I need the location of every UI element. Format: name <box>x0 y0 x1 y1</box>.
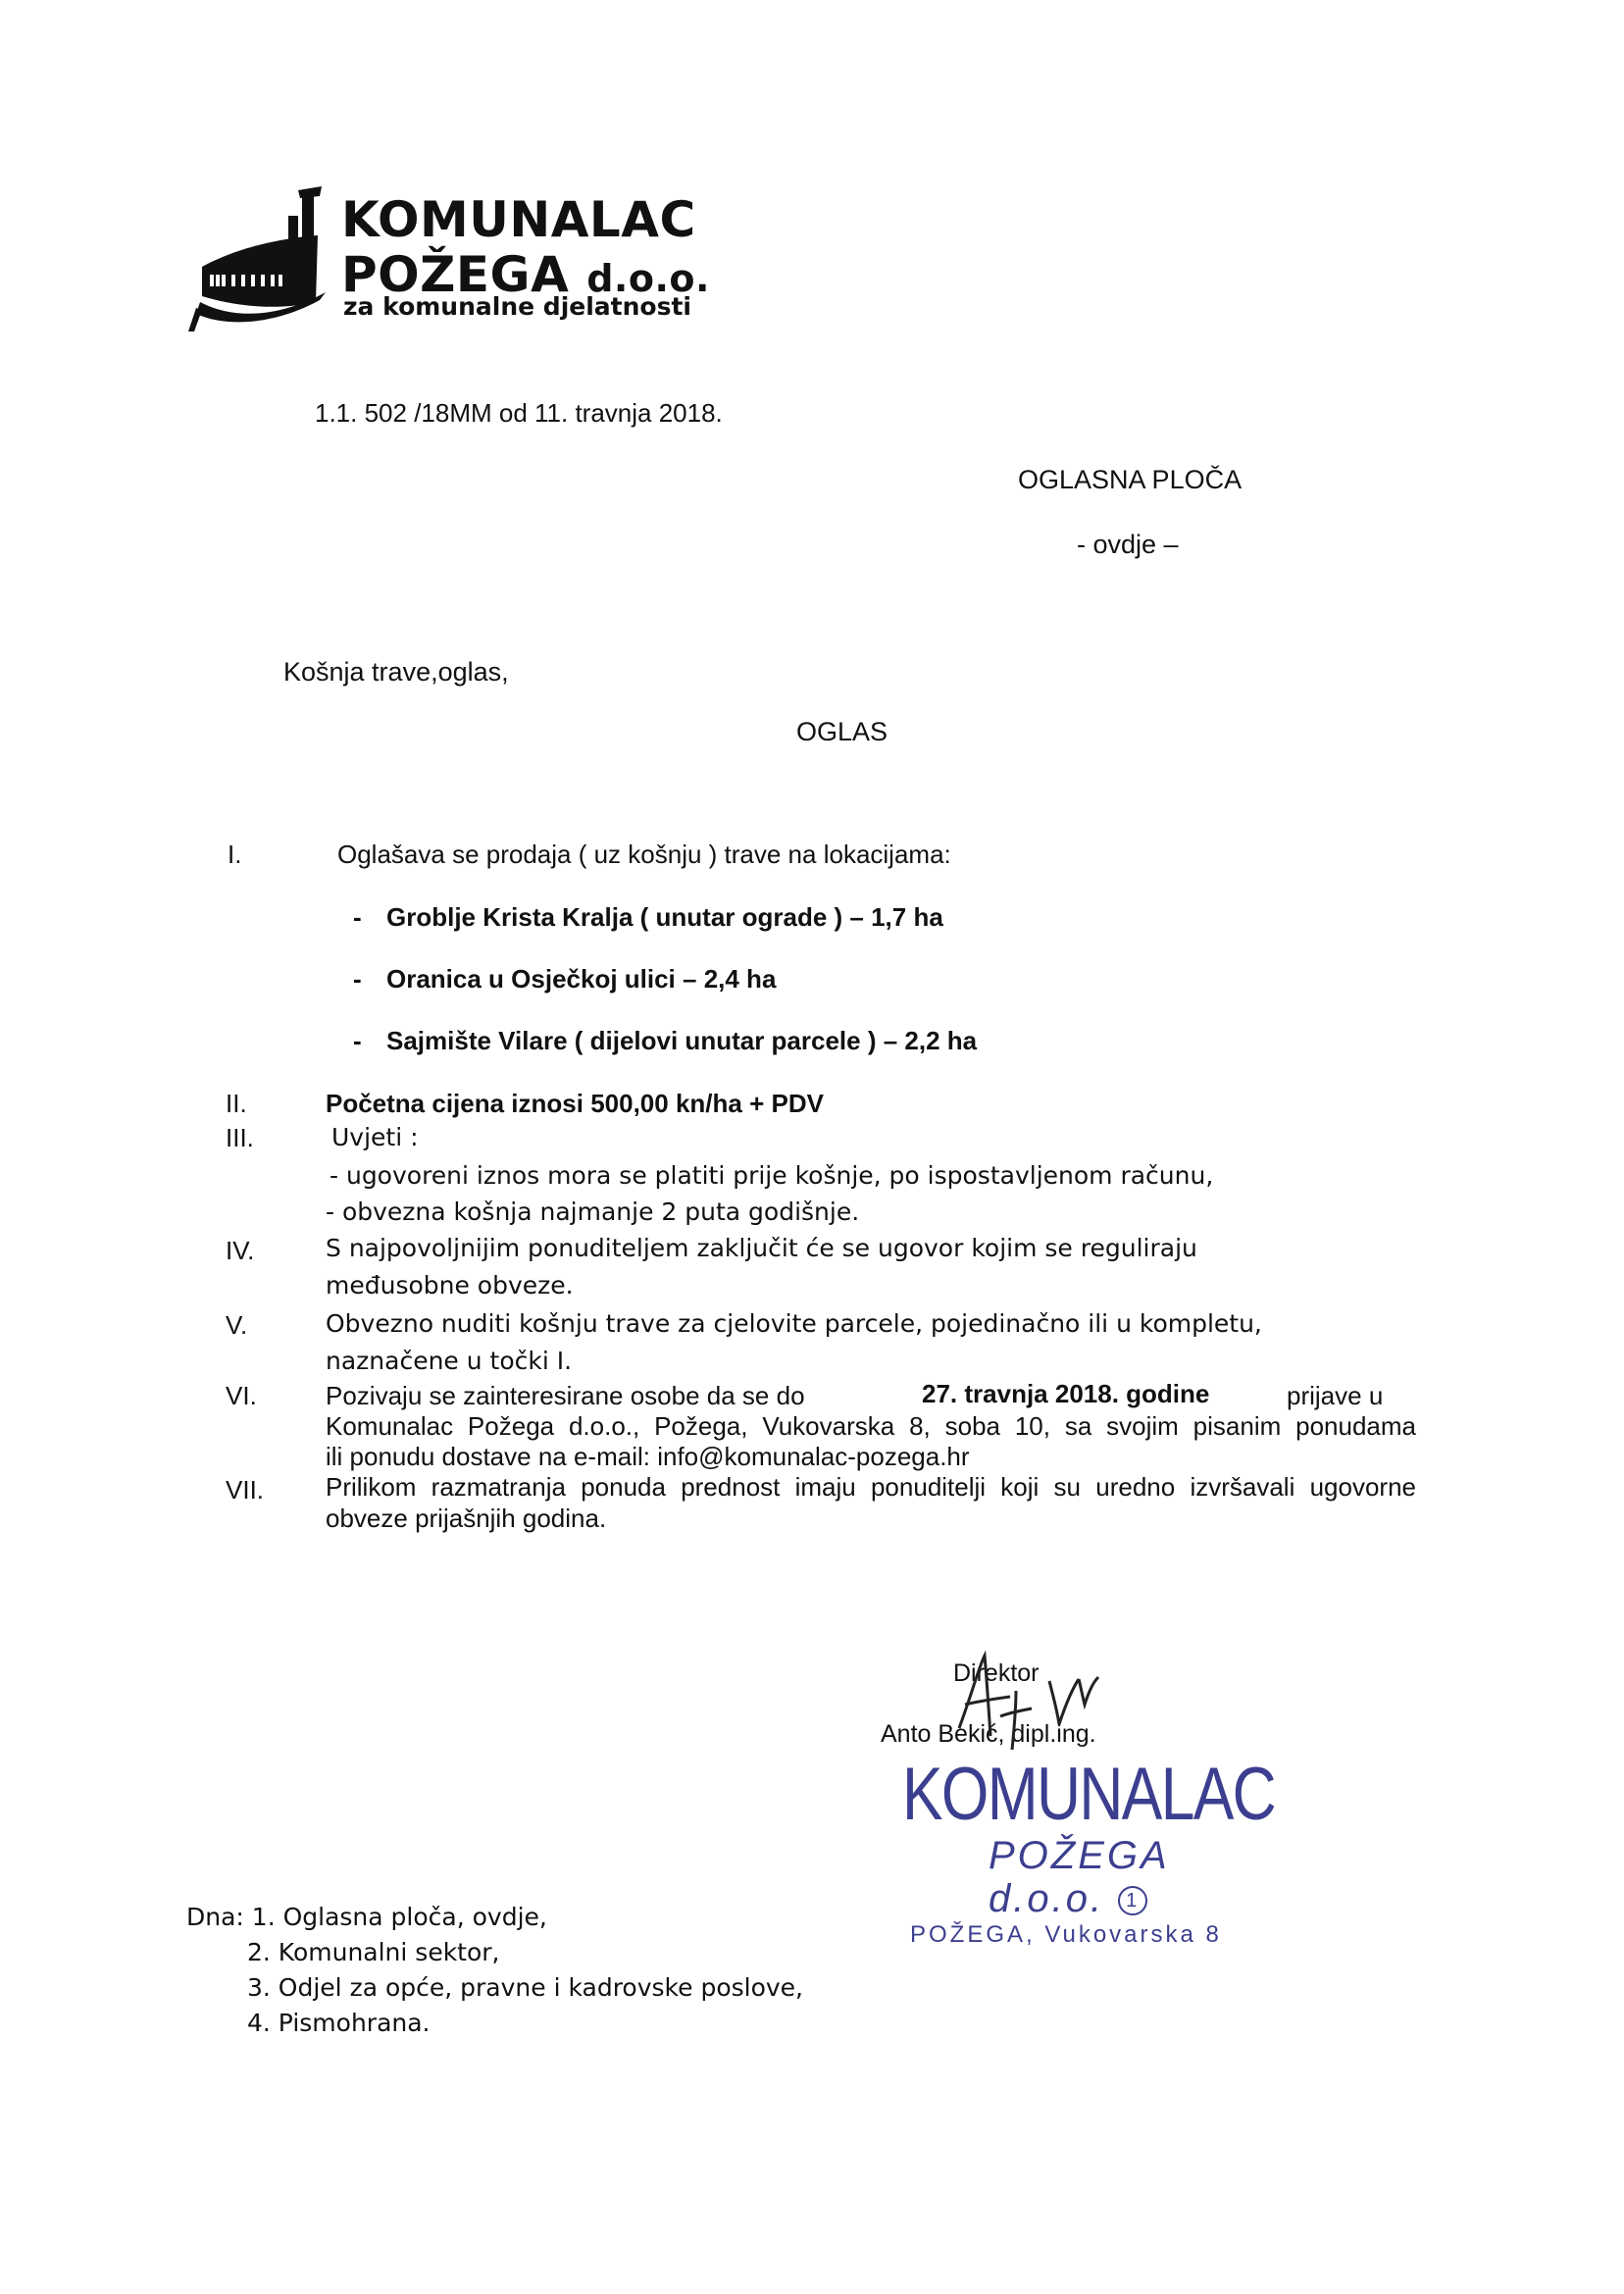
company-city: POŽEGA <box>341 246 570 303</box>
section-7-line2: obveze prijašnjih godina. <box>326 1504 607 1533</box>
list-dash: - <box>353 1026 362 1055</box>
subject-line: Košnja trave,oglas, <box>283 657 509 687</box>
section-4-number: IV. <box>226 1236 255 1265</box>
section-1-text: Oglašava se prodaja ( uz košnju ) trave na lokacijama: <box>337 840 951 869</box>
list-item <box>186 1900 803 1935</box>
section-1-number: I. <box>228 840 242 869</box>
section-2-number: II. <box>226 1089 247 1118</box>
company-stamp <box>902 1753 1276 1950</box>
section-4-line: međusobne obveze. <box>326 1271 574 1300</box>
handwritten-signature-icon <box>932 1648 1128 1756</box>
distribution-list <box>186 1900 803 2041</box>
recipient-name: OGLASNA PLOČA <box>1018 465 1243 494</box>
section-3-line: - ugovoreni iznos mora se platiti prije košnje, po ispostavljenom računu, <box>330 1161 1214 1190</box>
list-dash: - <box>353 902 362 932</box>
list-dash: - <box>353 964 362 994</box>
section-6-line2: Komunalac Požega d.o.o., Požega, Vukovarska 8, soba 10, sa svojim pisanim ponudama <box>326 1411 1416 1441</box>
company-name-line1: KOMUNALAC <box>341 191 696 248</box>
reference-number: 1.1. 502 /18MM od 11. travnja 2018. <box>315 398 723 428</box>
section-7-number: VII. <box>226 1475 265 1504</box>
distribution-label: Dna: <box>186 1903 244 1931</box>
company-subtitle: za komunalne djelatnosti <box>343 292 691 321</box>
section-6-text-a: Pozivaju se zainteresirane osobe da se do <box>326 1381 805 1410</box>
deadline-date: 27. travnja 2018. godine <box>922 1379 1210 1408</box>
stamp-address: POŽEGA, Vukovarska 8 <box>910 1921 1222 1948</box>
section-5-line: Obvezno nuditi košnju trave za cjelovite parcele, pojedinačno ili u kompletu, <box>326 1309 1262 1338</box>
section-3-number: III. <box>226 1123 254 1152</box>
stamp-number: 1 <box>1118 1886 1147 1915</box>
section-7-line1: Prilikom razmatranja ponuda prednost imaju ponuditelji koji su uredno izvršavali ugovorne <box>326 1472 1416 1502</box>
distribution-item: 1. Oglasna ploča, ovdje, <box>251 1903 547 1931</box>
distribution-item: 2. Komunalni sektor, <box>247 1938 500 1966</box>
signer-name: Anto Bekić, dipl.ing. <box>881 1720 1096 1748</box>
location-item <box>353 902 943 932</box>
location-text: Oranica u Osječkoj ulici – 2,4 ha <box>386 964 777 994</box>
document-title: OGLAS <box>796 717 888 746</box>
section-2-text: Početna cijena iznosi 500,00 kn/ha + PDV <box>326 1089 824 1118</box>
location-text: Groblje Krista Kralja ( unutar ograde ) – 1,7 ha <box>386 902 943 932</box>
distribution-item: 3. Odjel za opće, pravne i kadrovske poslove, <box>247 1973 804 2002</box>
company-legal-suffix: d.o.o. <box>586 257 710 300</box>
stamp-line1: KOMUNALAC <box>902 1753 1276 1836</box>
section-5-line: naznačene u točki I. <box>326 1347 573 1375</box>
section-6-line3: ili ponudu dostave na e-mail: info@komunalac-pozega.hr <box>326 1442 970 1471</box>
section-6-text-b: prijave u <box>1287 1381 1384 1410</box>
signer-role: Direktor <box>953 1659 1040 1687</box>
section-3-title: Uvjeti : <box>331 1123 419 1151</box>
company-logo-icon <box>182 186 339 333</box>
location-text: Sajmište Vilare ( dijelovi unutar parcele ) – 2,2 ha <box>386 1026 978 1055</box>
stamp-line2 <box>902 1834 1226 1920</box>
stamp-city: POŽEGA d.o.o. <box>989 1834 1169 1920</box>
distribution-item: 4. Pismohrana. <box>247 2009 431 2037</box>
section-4-line: S najpovoljnijim ponuditeljem zaključit će se ugovor kojim se reguliraju <box>326 1234 1197 1262</box>
location-item <box>353 964 776 994</box>
recipient-place: - ovdje – <box>1077 530 1179 559</box>
section-5-number: V. <box>226 1310 248 1340</box>
section-3-line: - obvezna košnja najmanje 2 puta godišnje. <box>326 1198 860 1226</box>
location-item <box>353 1026 977 1055</box>
section-6-number: VI. <box>226 1381 257 1410</box>
section-6-line1 <box>326 1381 805 1410</box>
